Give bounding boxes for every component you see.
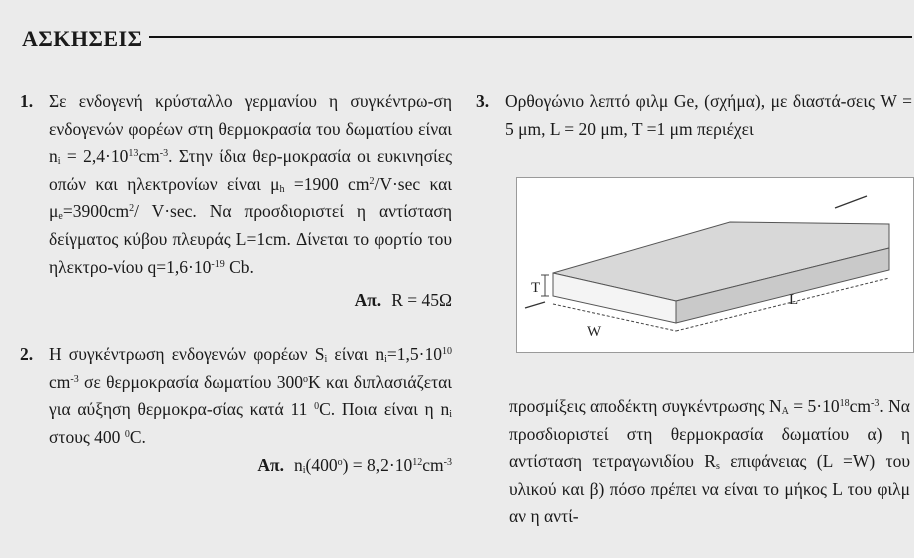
thin-film-figure [516,177,914,353]
left-column [20,88,452,479]
exercise-2-answer: Απ. $n_i(400^o) = 8,2\cdot 10^{12}cm^{-3}$ [257,454,452,476]
exercise-3-continuation: προσμίξεις αποδέκτη συγκέντρωσης $N_A = 5\cdot 10^{18}cm^{-3}$. Να προσδιοριστεί στη θερμοκρασία δωματίου α) η αντίσταση τετραγωνιδίου $R_s$ επιφάνειας (L =W) του υλικού και β) πόσο πρέπει να είναι το μήκος L του φιλμ αν η αντί- [509,396,910,527]
wire-top [835,196,867,208]
label-t: T [531,280,541,296]
section-heading [22,26,912,52]
exercise-1-number: 1. [20,91,34,111]
exercise-3-number: 3. [476,91,490,111]
answer-label: Απ. [257,454,284,475]
exercise-1-answer [20,287,452,314]
wire-left [525,302,545,308]
label-l: L [789,292,799,308]
exercise-1 [20,88,452,281]
exercise-3 [476,88,912,143]
thin-film-diagram [517,178,914,354]
exercise-2 [20,341,452,451]
exercise-1-text: Σε ενδογενή κρύσταλλο γερμανίου η συγκέντρω-ση ενδογενών φορέων στη θερμοκρασία του δωματίου είναι $n_i = 2,4\cdot 10^{13}cm^{-3}$. Στην ίδια θερ-μοκρασία οι ευκινησίες οπών και ηλεκτρονίων είναι $\mu_h =1900$ $cm^2/V\cdot\sec$ και $\mu_e=3900cm^2/$ V·sec. Να προσδιοριστεί η αντίσταση δείγματος κύβου πλευράς L=1cm. Δίνεται το φορτίο του ηλεκτρο-νίου $q=1,6\cdot 10^{-19}$ Cb. [49,91,453,277]
heading-rule [149,36,913,38]
answer-value: R = 45Ω [391,290,452,311]
label-w: W [587,324,602,340]
right-column [476,88,912,143]
exercise-2-text: Η συγκέντρωση ενδογενών φορέων $S_i$ είναι $n_i=1,5\cdot 10^{10}$ $cm^{-3}$ σε θερμοκρασία δωματίου 300$^o$K και διπλασιάζεται για αύξηση θερμοκρα-σίας κατά 11 $^0$C. Ποια είναι η $n_i$ στους 400 $^0$C. [49,344,452,447]
section-title: ΑΣΚΗΣΕΙΣ [22,26,143,51]
answer-label: Απ. [354,290,382,311]
exercise-3-intro: Ορθογώνιο λεπτό φιλμ Ge, (σχήμα), με διαστά-σεις W = 5 μm, L = 20 μm, T =1 μm περιέχει [505,91,912,139]
exercise-2-number: 2. [20,344,34,365]
